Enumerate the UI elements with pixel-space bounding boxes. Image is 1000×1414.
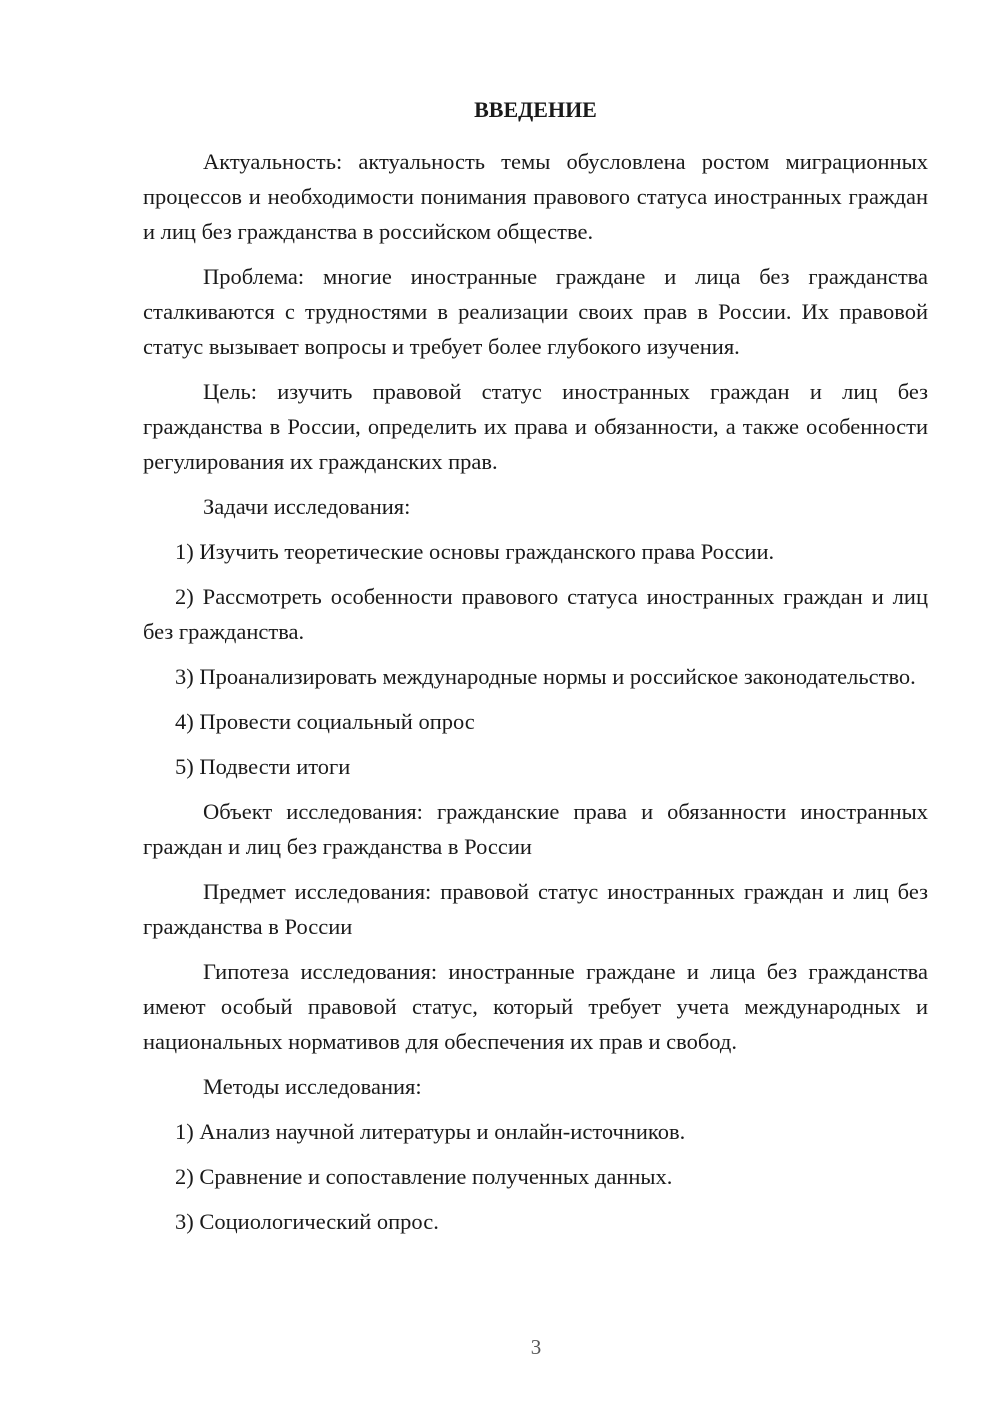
task-item-1: 1) Изучить теоретические основы гражданского права России. xyxy=(175,539,775,564)
task-item-5: 5) Подвести итоги xyxy=(175,754,351,779)
task-item-3: 3) Проанализировать международные нормы и российское законодательство. xyxy=(175,664,916,689)
method-item-1: 1) Анализ научной литературы и онлайн-источников. xyxy=(175,1119,686,1144)
document-page xyxy=(143,96,928,1249)
goal-paragraph: Цель: изучить правовой статус иностранных граждан и лиц без гражданства в России, определить их права и обязанности, а также особенности регулирования их гражданских прав. xyxy=(143,379,928,474)
task-item-4: 4) Провести социальный опрос xyxy=(175,709,475,734)
page-title: ВВЕДЕНИЕ xyxy=(474,97,597,122)
hypothesis-paragraph: Гипотеза исследования: иностранные граждане и лица без гражданства имеют особый правовой статус, который требует учета международных и национальных нормативов для обеспечения их прав и свобод. xyxy=(143,959,928,1054)
page-number: 3 xyxy=(530,1335,542,1359)
tasks-heading: Задачи исследования: xyxy=(203,494,411,519)
method-item-3: 3) Социологический опрос. xyxy=(175,1209,439,1234)
method-item-2: 2) Сравнение и сопоставление полученных данных. xyxy=(175,1164,673,1189)
object-paragraph: Объект исследования: гражданские права и обязанности иностранных граждан и лиц без гражданства в России xyxy=(143,799,928,859)
problem-paragraph: Проблема: многие иностранные граждане и лица без гражданства сталкиваются с трудностями в реализации своих прав в России. Их правовой статус вызывает вопросы и требует более глубокого изучения. xyxy=(143,264,928,359)
methods-heading: Методы исследования: xyxy=(203,1074,422,1099)
subject-paragraph: Предмет исследования: правовой статус иностранных граждан и лиц без гражданства в России xyxy=(143,879,928,939)
relevance-paragraph: Актуальность: актуальность темы обусловлена ростом миграционных процессов и необходимости понимания правового статуса иностранных граждан и лиц без гражданства в российском обществе. xyxy=(143,149,928,244)
task-item-2: 2) Рассмотреть особенности правового статуса иностранных граждан и лиц без гражданства. xyxy=(143,584,928,644)
